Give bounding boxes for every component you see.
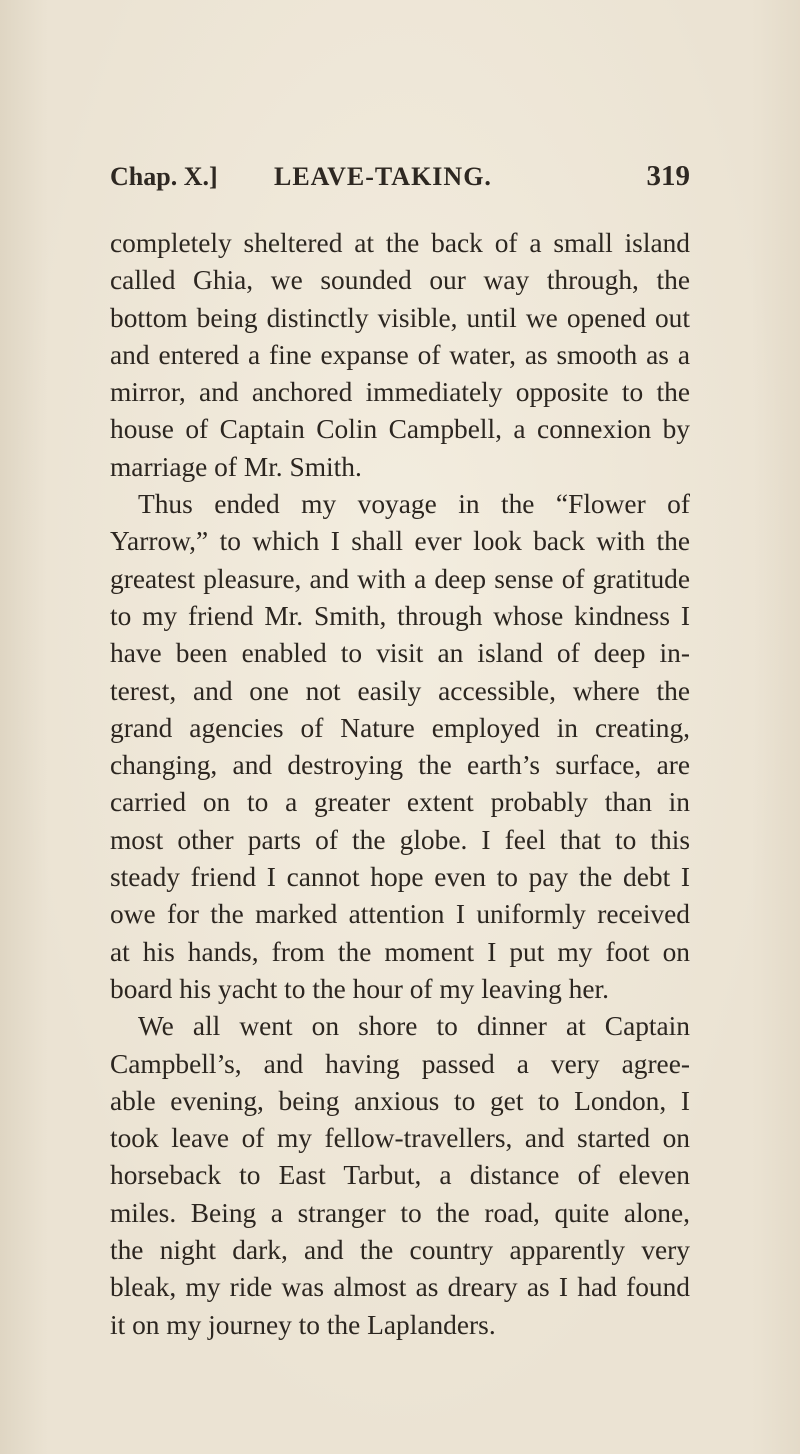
- page-number: 319: [646, 160, 690, 192]
- text-line: the night dark, and the country apparently very: [110, 1235, 690, 1266]
- running-title: LEAVE-TAKING.: [274, 162, 492, 191]
- text-line: able evening, being anxious to get to London, I: [110, 1085, 690, 1116]
- text-line: greatest pleasure, and with a deep sense of gratitude: [110, 563, 690, 594]
- text-line: marriage of Mr. Smith.: [110, 451, 362, 482]
- text-line: Yarrow,” to which I shall ever look back with the: [110, 526, 690, 557]
- text-line: Thus ended my voyage in the “Flower of: [138, 489, 690, 520]
- text-line: have been enabled to visit an island of deep in-: [110, 638, 690, 669]
- text-line: terest, and one not easily accessible, where the: [110, 675, 690, 706]
- text-line: at his hands, from the moment I put my foot on: [110, 936, 690, 967]
- text-line: bleak, my ride was almost as dreary as I had found: [110, 1272, 690, 1303]
- text-line: owe for the marked attention I uniformly received: [110, 899, 690, 930]
- chapter-label: Chap. X.]: [110, 162, 218, 191]
- text-line: carried on to a greater extent probably than in: [110, 787, 690, 818]
- text-line: house of Captain Colin Campbell, a connexion by: [110, 414, 690, 445]
- text-line: board his yacht to the hour of my leaving her.: [110, 973, 609, 1004]
- body-text: [110, 225, 690, 1344]
- text-line: Campbell’s, and having passed a very agree-: [110, 1048, 690, 1079]
- text-line: steady friend I cannot hope even to pay the debt I: [110, 862, 690, 893]
- text-line: completely sheltered at the back of a small island: [110, 228, 690, 258]
- text-line: and entered a fine expanse of water, as smooth as a: [110, 339, 690, 370]
- text-line: took leave of my fellow-travellers, and started on: [110, 1123, 690, 1154]
- text-line: to my friend Mr. Smith, through whose kindness I: [110, 600, 690, 631]
- text-line: it on my journey to the Laplanders.: [110, 1309, 496, 1340]
- running-head: [110, 162, 690, 198]
- text-line: grand agencies of Nature employed in creating,: [110, 712, 690, 743]
- text-line: miles. Being a stranger to the road, quite alone,: [110, 1197, 690, 1228]
- text-line: changing, and destroying the earth’s surface, are: [110, 750, 690, 781]
- text-line: most other parts of the globe. I feel that to this: [110, 824, 690, 855]
- text-line: bottom being distinctly visible, until we opened out: [110, 302, 690, 333]
- text-line: mirror, and anchored immediately opposite to the: [110, 377, 690, 408]
- text-line: called Ghia, we sounded our way through, the: [110, 265, 690, 296]
- text-line: We all went on shore to dinner at Captain: [138, 1011, 690, 1042]
- text-line: horseback to East Tarbut, a distance of eleven: [110, 1160, 690, 1191]
